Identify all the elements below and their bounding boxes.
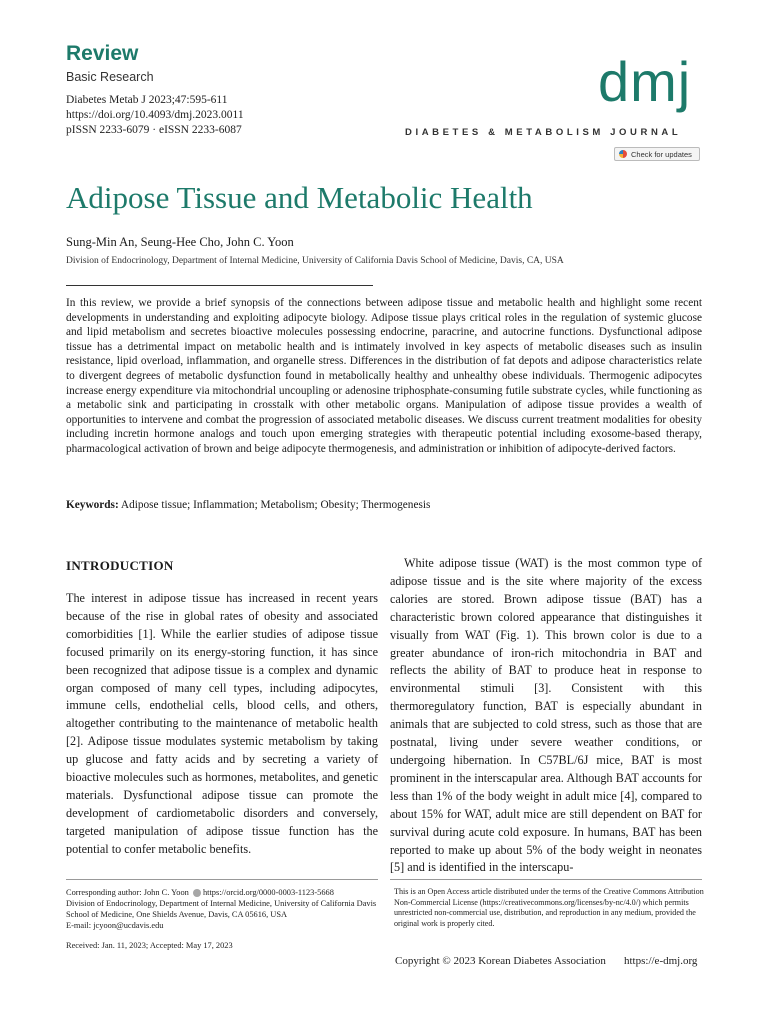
doi-link[interactable]: https://doi.org/10.4093/dmj.2023.0011 — [66, 109, 244, 121]
keywords-list: Adipose tissue; Inflammation; Metabolism; Obesity; Thermogenesis — [120, 499, 431, 511]
section-label: Review — [66, 42, 139, 65]
title-divider — [66, 285, 373, 286]
journal-website-link[interactable]: https://e-dmj.org — [624, 955, 698, 967]
footnote-divider-right — [390, 879, 702, 880]
article-title: Adipose Tissue and Metabolic Health — [66, 180, 533, 215]
received-dates: Received: Jan. 11, 2023; Accepted: May 17, 2023 — [66, 941, 233, 950]
corresponding-author-label: Corresponding author: John C. Yoon — [66, 888, 189, 897]
issn: pISSN 2233-6079 · eISSN 2233-6087 — [66, 124, 242, 136]
body-text-column-right: White adipose tissue (WAT) is the most common type of adipose tissue and is the site where majority of the excess calories are stored. Brown adipose tissue (BAT) has a characteristic brown colored appearance that distinguishes it visually from WAT (Fig. 1). This brown color is due to a greater abundance of iron-rich mitochondria in BAT and reflects the ability of BAT to produce heat in response to environmental stimuli [3]. Consistent with this thermoregulatory function, BAT is especially abundant in animals that are subjected to cold stress, such as those that are postnatal, living under severe weather conditions, or undergoing hibernation. In C57BL/6J mice, BAT is most prominent in the interscapular area. Although BAT accounts for less than 1% of the body weight in adult mice [4], compared to about 15% for WAT, adult mice are still dependent on BAT for survival during acute cold exposure. In humans, BAT has been reported to make up about 5% of the body weight in neonates [5] and is identified in the interscapu- — [390, 556, 702, 875]
check-for-updates-button[interactable] — [614, 147, 700, 161]
footnote-divider-left — [66, 879, 378, 880]
keywords — [66, 499, 706, 511]
corresponding-address: Division of Endocrinology, Department of Internal Medicine, University of California Davis School of Medicine, One Shields Avenue, Davis, CA 05616, USA — [66, 899, 377, 919]
author-list: Sung-Min An, Seung-Hee Cho, John C. Yoon — [66, 235, 294, 249]
body-text-column-left: The interest in adipose tissue has increased in recent years because of the rise in global rates of obesity and associated comorbidities [1]. While the earlier studies of adipose tissue focused primarily on its energy-storing function, it has since been recognized that adipose tissue is a complex and dynamic organ composed of many cell types, including adipocytes, immune cells, endothelial cells, blood cells, and others, altogether contributing to the maintenance of metabolic health [2]. Adipose tissue modulates systemic metabolism by taking up glucose and fatty acids and by secreting a variety of bioactive molecules such as hormones, metabolites, and genetic materials. Dysfunctional adipose tissue can promote the development of cardiometabolic disorders and conversely, targeted manipulation of adipose tissue function has the potential to confer metabolic benefits. — [66, 591, 378, 856]
orcid-icon — [193, 889, 201, 897]
copyright: Copyright © 2023 Korean Diabetes Association — [395, 955, 606, 967]
license-statement: This is an Open Access article distributed under the terms of the Creative Commons Attribution Non-Commercial License (https://creativecommons.org/licenses/by-nc/4.0/) which permits unrestricted non-commercial use, distribution, and reproduction in any medium, provided the original work is properly cited. — [394, 887, 704, 928]
orcid-link[interactable]: https://orcid.org/0000-0003-1123-5668 — [202, 888, 334, 897]
journal-logo: dmj — [598, 50, 692, 113]
article-type: Basic Research — [66, 70, 154, 84]
corresponding-author — [66, 887, 378, 931]
crossmark-icon — [619, 150, 627, 158]
abstract: In this review, we provide a brief synopsis of the connections between adipose tissue and metabolic health and highlight some recent developments in understanding and exploiting adipocyte biology. Adipose tissue plays critical roles in the regulation of systemic glucose and lipid metabolism and secretes bioactive molecules possessing endocrine, paracrine, and autocrine functions. Dysfunctional adipose tissue has a detrimental impact on metabolic health and is intimately involved in key aspects of metabolic diseases such as insulin resistance, lipid overload, inflammation, and organelle stress. Differences in the distribution of fat depots and adipose characteristics relate to divergent degrees of metabolic dysfunction found in metabolically healthy and unhealthy obese individuals. Thermogenic adipocytes increase energy expenditure via mitochondrial uncoupling or adenosine triphosphate-consuming futile substrate cycles, while functioning as a metabolic sink and participating in crosstalk with other metabolic organs. Manipulation of adipose tissue provides a wealth of opportunities to intervene and combat the progression of associated metabolic diseases. We discuss current treatment modalities for obesity including incretin hormone analogs and touch upon emerging strategies with therapeutic potential including exosome-based therapy, pharmacological activation of brown and beige adipocyte thermogenesis, and administration or inhibition of adipocyte-derived factors. — [66, 297, 702, 455]
corresponding-email[interactable]: E-mail: jcyoon@ucdavis.edu — [66, 921, 164, 930]
affiliation: Division of Endocrinology, Department of Internal Medicine, University of California Davis School of Medicine, Davis, CA, USA — [66, 256, 564, 266]
keywords-label: Keywords: — [66, 499, 119, 511]
check-for-updates-label: Check for updates — [631, 149, 692, 159]
citation: Diabetes Metab J 2023;47:595-611 — [66, 94, 228, 106]
section-heading-introduction: INTRODUCTION — [66, 558, 174, 573]
journal-name: DIABETES & METABOLISM JOURNAL — [405, 127, 682, 138]
